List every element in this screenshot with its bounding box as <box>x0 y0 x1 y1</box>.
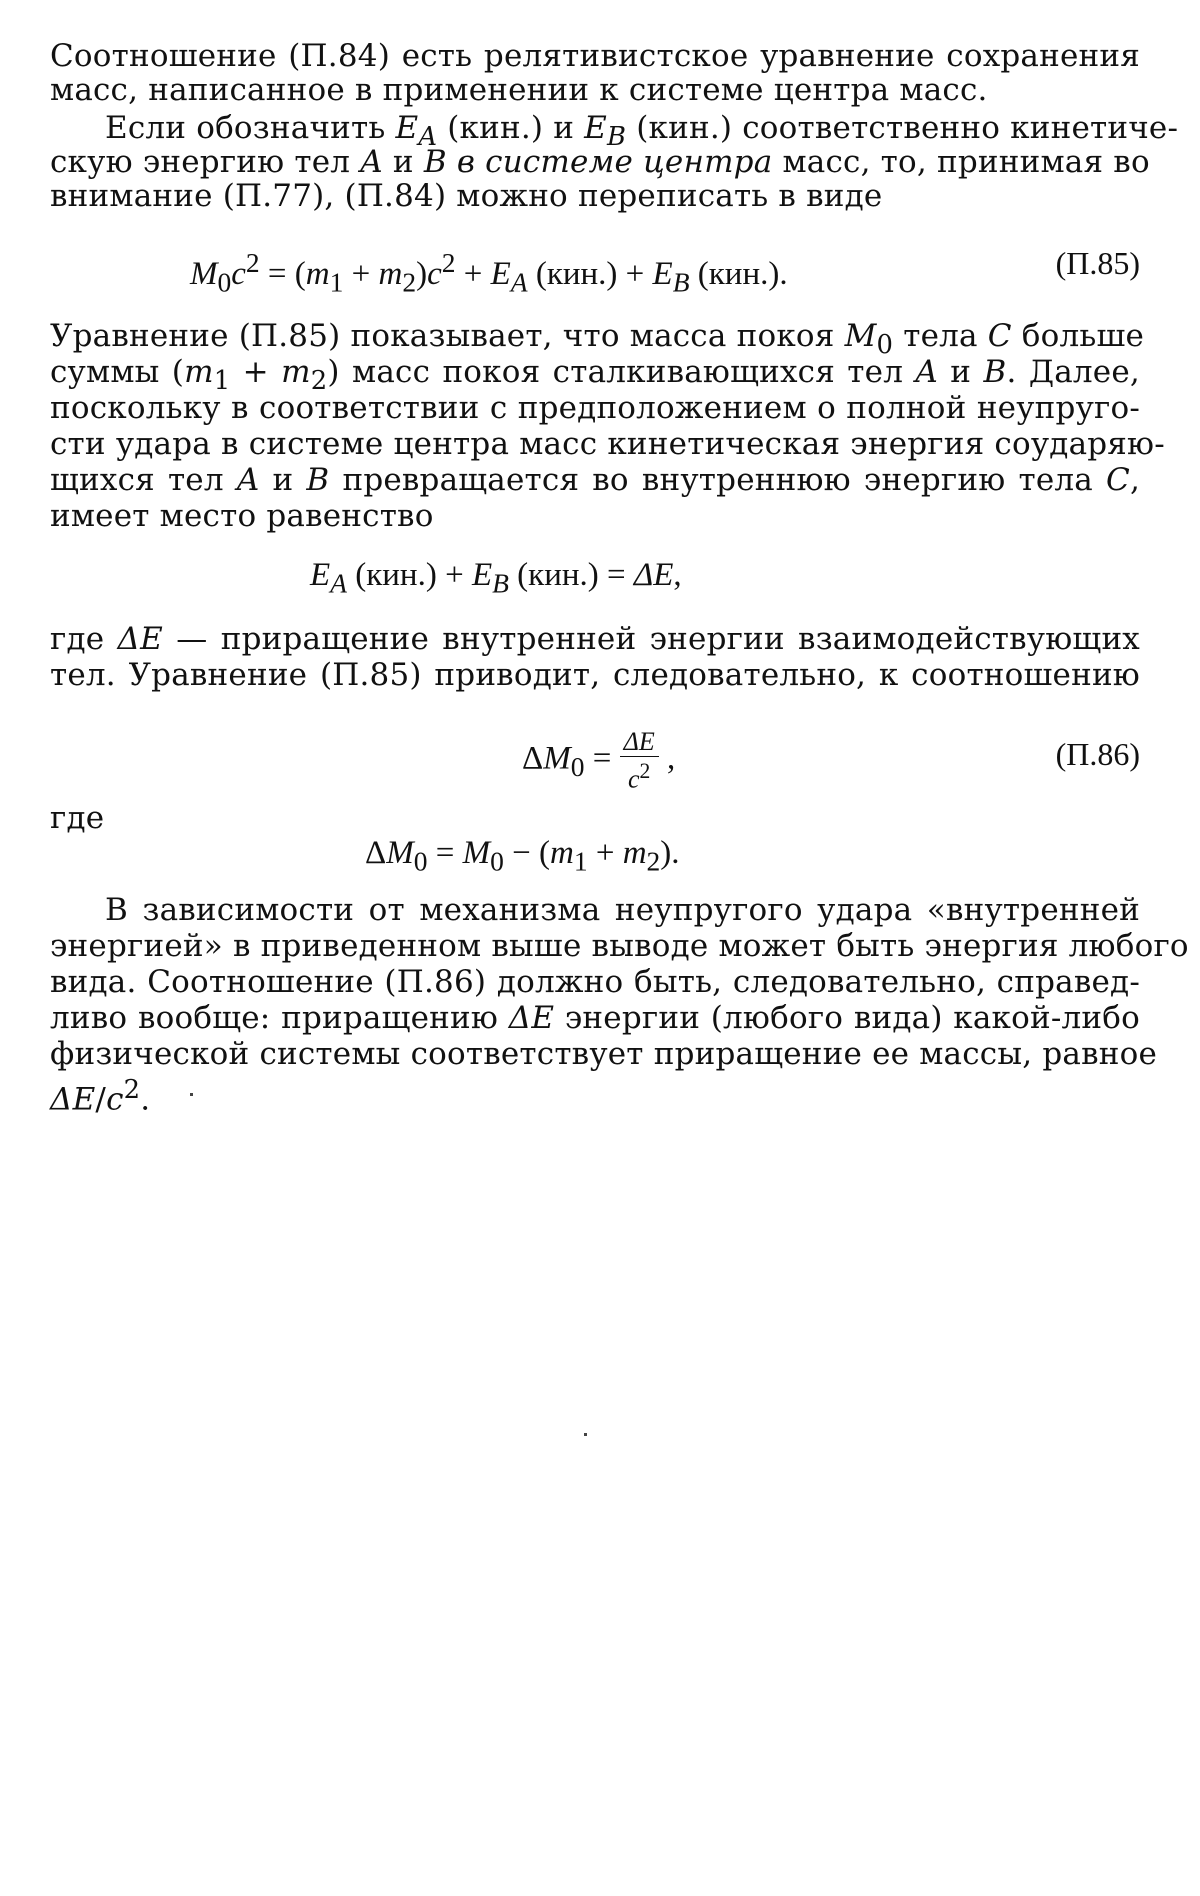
text-line <box>50 390 1140 426</box>
math-var: ΔE <box>634 557 674 593</box>
math-var: C <box>988 318 1012 354</box>
text-line <box>50 426 1140 462</box>
text: Соотношение (П.84) есть релятивистское уравнение сохранения <box>50 38 1140 74</box>
math-var: m <box>550 835 574 871</box>
math-sup: 2 <box>246 247 260 278</box>
math-sub: 2 <box>311 366 328 396</box>
math-var: B <box>983 354 1006 390</box>
print-speck <box>584 1433 587 1436</box>
text: ливо вообще: приращению <box>50 1000 509 1036</box>
math-var: m <box>378 256 402 292</box>
text: — приращение внутренней энергии взаимодействующих <box>163 621 1140 657</box>
math-var: ΔE <box>118 621 163 657</box>
text-line <box>50 928 1140 964</box>
math-var: M <box>386 835 414 871</box>
text-line <box>50 462 1140 498</box>
math-sub: A <box>418 122 437 152</box>
text: больше <box>1012 318 1144 354</box>
math-var: B <box>424 144 447 180</box>
math-var: m <box>623 835 647 871</box>
fraction-numerator: ΔE <box>624 727 655 756</box>
text: где <box>50 621 118 657</box>
text: поскольку в соответствии с предположением о полной неупруго- <box>50 390 1140 426</box>
math-var: E <box>310 557 330 593</box>
math-sub: 1 <box>574 846 588 877</box>
math-var: C <box>1106 462 1130 498</box>
math-op: ). <box>660 835 679 871</box>
text: ) масс покоя сталкивающихся тел <box>327 354 915 390</box>
formula-p86 <box>522 728 675 794</box>
math-sub: 1 <box>330 267 344 298</box>
text: превращается во внутреннюю энергию тела <box>329 462 1106 498</box>
math-op: = ( <box>260 256 306 292</box>
text-line <box>50 144 1140 180</box>
book-page <box>0 0 1200 1896</box>
math-text: (кин.) + <box>528 256 653 292</box>
math-op: ) <box>416 256 427 292</box>
equation-number-p85: (П.85) <box>1056 243 1140 283</box>
math-op: / <box>95 1081 106 1117</box>
math-var: A <box>237 462 260 498</box>
text: энергией» в приведенном выше выводе может быть энергия любого <box>50 928 1189 964</box>
text: (кин.) соответственно кинетиче- <box>626 110 1178 146</box>
math-var: c <box>106 1081 124 1117</box>
text-line <box>50 1072 1140 1117</box>
fraction-denominator: c <box>628 765 640 794</box>
text: тел. Уравнение (П.85) приводит, следовательно, к соотношению <box>50 657 1140 693</box>
math-sup: 2 <box>442 247 456 278</box>
math-text: (кин.) + <box>347 557 472 593</box>
math-op: , <box>673 557 681 593</box>
text: В зависимости от механизма неупругого удара «внутренней <box>105 892 1140 928</box>
text: + <box>230 354 281 390</box>
formula-p85 <box>190 243 788 303</box>
text: Уравнение (П.85) показывает, что масса покоя <box>50 318 845 354</box>
math-sub: B <box>492 568 509 599</box>
text-line <box>50 621 1140 657</box>
text: , <box>1130 462 1140 498</box>
text-line <box>50 657 1140 693</box>
text: скую энергию тел <box>50 144 360 180</box>
text: внимание (П.77), (П.84) можно переписать в виде <box>50 178 882 214</box>
text: имеет место равенство <box>50 498 434 534</box>
math-op: + <box>455 256 490 292</box>
math-var: M <box>463 835 491 871</box>
math-op: + <box>343 256 378 292</box>
math-op: − ( <box>504 835 550 871</box>
math-var: M <box>543 740 571 776</box>
math-op: , <box>659 740 676 776</box>
math-var: B <box>306 462 329 498</box>
text: и <box>938 354 983 390</box>
math-var: A <box>915 354 938 390</box>
math-text: (кин.) = <box>509 557 634 593</box>
print-speck <box>190 1093 193 1096</box>
text: (кин.) и <box>437 110 584 146</box>
math-sub: 0 <box>414 846 428 877</box>
text-line <box>50 498 1140 534</box>
text-italic: в системе центра <box>447 144 773 180</box>
math-sub: 0 <box>571 751 585 782</box>
text-line <box>50 178 1140 214</box>
math-sub: A <box>511 267 528 298</box>
math-var: c <box>427 256 442 292</box>
math-op: = <box>427 835 462 871</box>
math-sup: 2 <box>124 1075 141 1105</box>
formula-energy-balance <box>310 555 682 604</box>
math-sup: 2 <box>640 759 651 783</box>
text: тела <box>893 318 988 354</box>
math-var: ΔE <box>509 1000 554 1036</box>
text: вида. Соотношение (П.86) должно быть, следовательно, справед- <box>50 964 1140 1000</box>
math-var: c <box>231 256 246 292</box>
math-var: E <box>491 256 511 292</box>
math-var: E <box>395 110 418 146</box>
math-op: Δ <box>365 835 386 871</box>
text: масс, то, принимая во <box>772 144 1149 180</box>
text: сти удара в системе центра масс кинетическая энергия соударяю- <box>50 426 1165 462</box>
math-sub: 2 <box>402 267 416 298</box>
text: физической системы соответствует приращение ее массы, равное <box>50 1036 1157 1072</box>
text-line <box>50 800 1140 836</box>
math-var: A <box>360 144 383 180</box>
text: Если обозначить <box>105 110 395 146</box>
equation-number-p86: (П.86) <box>1056 734 1140 774</box>
math-var: m <box>306 256 330 292</box>
math-var: m <box>281 354 311 390</box>
math-var: E <box>584 110 607 146</box>
text: масс, написанное в применении к системе центра масс. <box>50 72 988 108</box>
formula-delta-m0 <box>365 833 680 882</box>
text-line <box>105 892 1140 928</box>
text-line <box>50 1036 1140 1072</box>
math-op: Δ <box>522 740 543 776</box>
math-sub: B <box>607 122 626 152</box>
math-var: E <box>472 557 492 593</box>
text-line <box>50 964 1140 1000</box>
math-sub: 0 <box>218 267 232 298</box>
math-var: m <box>184 354 214 390</box>
fraction <box>620 728 659 794</box>
text: и <box>259 462 306 498</box>
math-op: = <box>584 740 619 776</box>
text: где <box>50 800 104 836</box>
math-var: M <box>845 318 877 354</box>
text: суммы ( <box>50 354 184 390</box>
math-sub: 1 <box>214 366 231 396</box>
math-var: ΔE <box>50 1081 95 1117</box>
math-sub: 2 <box>647 846 661 877</box>
text: энергии (любого вида) какой-либо <box>554 1000 1140 1036</box>
text: щихся тел <box>50 462 237 498</box>
text-line <box>50 72 1140 108</box>
math-var: M <box>190 256 218 292</box>
text: . <box>140 1081 150 1117</box>
math-text: (кин.). <box>690 256 788 292</box>
text-line <box>50 38 1140 74</box>
math-sub: A <box>330 568 347 599</box>
math-sub: 0 <box>490 846 504 877</box>
math-var: E <box>653 256 673 292</box>
text: . Далее, <box>1006 354 1140 390</box>
math-sub: B <box>673 267 690 298</box>
text: и <box>383 144 424 180</box>
text-line <box>50 1000 1140 1036</box>
math-op: + <box>588 835 623 871</box>
math-sub: 0 <box>877 330 894 360</box>
